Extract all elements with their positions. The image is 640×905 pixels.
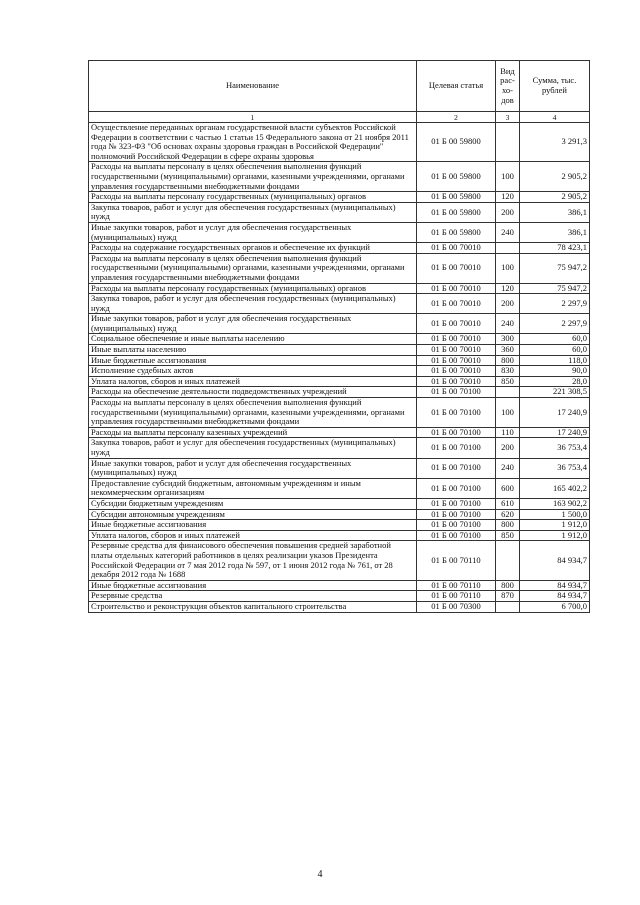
row-name: Иные закупки товаров, работ и услуг для обеспечения государственных (муниципальных) нужд (89, 314, 417, 334)
row-sum: 84 934,7 (520, 541, 590, 580)
table-row (89, 345, 590, 356)
row-name: Субсидии бюджетным учреждениям (89, 498, 417, 509)
row-name: Закупка товаров, работ и услуг для обеспечения государственных (муниципальных) нужд (89, 438, 417, 458)
row-vr: 870 (496, 591, 520, 602)
table-row (89, 376, 590, 387)
row-sum: 165 402,2 (520, 478, 590, 498)
header-sum: Сумма, тыс. рублей (520, 61, 590, 112)
row-code: 01 Б 00 70110 (417, 591, 496, 602)
table-row (89, 427, 590, 438)
row-code: 01 Б 00 59800 (417, 162, 496, 192)
row-vr: 240 (496, 458, 520, 478)
row-vr: 620 (496, 509, 520, 520)
row-code: 01 Б 00 70100 (417, 530, 496, 541)
row-sum: 1 912,0 (520, 530, 590, 541)
row-code: 01 Б 00 70010 (417, 345, 496, 356)
row-name: Расходы на выплаты персоналу государственных (муниципальных) органов (89, 192, 417, 203)
table-row (89, 387, 590, 398)
row-name: Расходы на выплаты персоналу государственных (муниципальных) органов (89, 283, 417, 294)
table-row (89, 202, 590, 222)
row-code: 01 Б 00 70100 (417, 387, 496, 398)
row-vr (496, 123, 520, 162)
row-sum: 163 902,2 (520, 498, 590, 509)
header-name: Наименование (89, 61, 417, 112)
row-code: 01 Б 00 70110 (417, 580, 496, 591)
row-name: Иные закупки товаров, работ и услуг для обеспечения государственных (муниципальных) нужд (89, 222, 417, 242)
row-sum: 84 934,7 (520, 580, 590, 591)
row-name: Иные бюджетные ассигнования (89, 355, 417, 366)
row-name: Расходы на обеспечение деятельности подведомственных учреждений (89, 387, 417, 398)
row-vr: 200 (496, 294, 520, 314)
row-code: 01 Б 00 70010 (417, 334, 496, 345)
row-code: 01 Б 00 70110 (417, 541, 496, 580)
header-num-3: 3 (496, 112, 520, 123)
row-vr: 830 (496, 366, 520, 377)
row-name: Расходы на выплаты персоналу в целях обеспечения выполнения функций государственными (муниципальными) органами, казенными учреждениями, органами управления государственными внебюджетными фондами (89, 398, 417, 428)
row-code: 01 Б 00 70100 (417, 498, 496, 509)
row-name: Иные бюджетные ассигнования (89, 520, 417, 531)
row-vr: 800 (496, 355, 520, 366)
row-vr (496, 243, 520, 254)
table-row (89, 591, 590, 602)
row-vr: 100 (496, 398, 520, 428)
row-name: Резервные средства (89, 591, 417, 602)
row-code: 01 Б 00 70010 (417, 294, 496, 314)
row-vr: 800 (496, 580, 520, 591)
table-row (89, 530, 590, 541)
row-sum: 36 753,4 (520, 458, 590, 478)
row-code: 01 Б 00 70100 (417, 509, 496, 520)
row-name: Иные бюджетные ассигнования (89, 580, 417, 591)
row-vr: 240 (496, 222, 520, 242)
table-row (89, 458, 590, 478)
row-code: 01 Б 00 59800 (417, 202, 496, 222)
header-code: Целевая статья (417, 61, 496, 112)
table-row (89, 601, 590, 612)
row-sum: 84 934,7 (520, 591, 590, 602)
row-name: Уплата налогов, сборов и иных платежей (89, 530, 417, 541)
table-row (89, 243, 590, 254)
table-row (89, 366, 590, 377)
row-sum: 1 500,0 (520, 509, 590, 520)
row-code: 01 Б 00 70010 (417, 314, 496, 334)
row-name: Иные выплаты населению (89, 345, 417, 356)
table-row (89, 478, 590, 498)
row-sum: 28,0 (520, 376, 590, 387)
row-name: Закупка товаров, работ и услуг для обеспечения государственных (муниципальных) нужд (89, 294, 417, 314)
table-row (89, 253, 590, 283)
row-vr: 300 (496, 334, 520, 345)
row-sum: 75 947,2 (520, 283, 590, 294)
table-row (89, 123, 590, 162)
row-vr (496, 541, 520, 580)
row-vr: 110 (496, 427, 520, 438)
row-name: Исполнение судебных актов (89, 366, 417, 377)
header-num-1: 1 (89, 112, 417, 123)
row-sum: 17 240,9 (520, 427, 590, 438)
table-row (89, 283, 590, 294)
row-sum: 118,0 (520, 355, 590, 366)
row-name: Резервные средства для финансового обеспечения повышения средней заработной платы отдельных категорий работников в целях реализации указов Президента Российской Федерации от 7 мая 2012 года № 597, от 1 июня 2012 года № 761, от 28 декабря 2012 года № 1688 (89, 541, 417, 580)
row-vr: 850 (496, 530, 520, 541)
row-sum: 2 297,9 (520, 294, 590, 314)
table-row (89, 192, 590, 203)
header-vr: Вид рас-хо-дов (496, 61, 520, 112)
row-sum: 2 905,2 (520, 192, 590, 203)
table-row (89, 438, 590, 458)
row-sum: 36 753,4 (520, 438, 590, 458)
row-sum: 386,1 (520, 222, 590, 242)
row-sum: 78 423,1 (520, 243, 590, 254)
row-code: 01 Б 00 70300 (417, 601, 496, 612)
row-code: 01 Б 00 70010 (417, 283, 496, 294)
row-vr: 850 (496, 376, 520, 387)
row-name: Уплата налогов, сборов и иных платежей (89, 376, 417, 387)
row-code: 01 Б 00 70100 (417, 438, 496, 458)
row-sum: 1 912,0 (520, 520, 590, 531)
row-sum: 2 297,9 (520, 314, 590, 334)
row-name: Расходы на выплаты персоналу в целях обеспечения выполнения функций государственными (муниципальными) органами, казенными учреждениями, органами управления государственными внебюджетными фондами (89, 162, 417, 192)
table-row (89, 294, 590, 314)
row-code: 01 Б 00 70100 (417, 458, 496, 478)
table-row (89, 222, 590, 242)
row-sum: 90,0 (520, 366, 590, 377)
row-vr: 600 (496, 478, 520, 498)
row-code: 01 Б 00 70100 (417, 520, 496, 531)
budget-table (88, 60, 590, 613)
header-num-2: 2 (417, 112, 496, 123)
row-vr: 120 (496, 283, 520, 294)
budget-table-page (88, 60, 589, 613)
row-code: 01 Б 00 70100 (417, 398, 496, 428)
row-name: Осуществление переданных органам государственной власти субъектов Российской Федерации в соответствии с частью 1 статьи 15 Федерального закона от 21 ноября 2011 года № 323-ФЗ "Об основах охраны здоровья граждан в Российской Федерации" полномочий Российской Федерации в сфере охраны здоровья (89, 123, 417, 162)
row-vr: 200 (496, 438, 520, 458)
row-name: Субсидии автономным учреждениям (89, 509, 417, 520)
table-row (89, 520, 590, 531)
row-vr: 610 (496, 498, 520, 509)
row-code: 01 Б 00 70010 (417, 366, 496, 377)
row-code: 01 Б 00 70100 (417, 478, 496, 498)
table-row (89, 398, 590, 428)
row-code: 01 Б 00 59800 (417, 123, 496, 162)
row-sum: 60,0 (520, 345, 590, 356)
table-row (89, 580, 590, 591)
row-sum: 2 905,2 (520, 162, 590, 192)
row-name: Расходы на выплаты персоналу в целях обеспечения выполнения функций государственными (муниципальными) органами, казенными учреждениями, органами управления государственными внебюджетными фондами (89, 253, 417, 283)
row-sum: 17 240,9 (520, 398, 590, 428)
row-vr: 200 (496, 202, 520, 222)
table-row (89, 162, 590, 192)
row-vr: 100 (496, 162, 520, 192)
row-vr: 360 (496, 345, 520, 356)
row-code: 01 Б 00 59800 (417, 222, 496, 242)
row-vr: 800 (496, 520, 520, 531)
header-num-4: 4 (520, 112, 590, 123)
row-name: Расходы на выплаты персоналу казенных учреждений (89, 427, 417, 438)
table-row (89, 314, 590, 334)
row-vr: 240 (496, 314, 520, 334)
row-sum: 75 947,2 (520, 253, 590, 283)
row-sum: 6 700,0 (520, 601, 590, 612)
row-code: 01 Б 00 70010 (417, 355, 496, 366)
row-vr (496, 601, 520, 612)
row-sum: 60,0 (520, 334, 590, 345)
row-sum: 386,1 (520, 202, 590, 222)
row-name: Иные закупки товаров, работ и услуг для обеспечения государственных (муниципальных) нужд (89, 458, 417, 478)
row-code: 01 Б 00 70010 (417, 253, 496, 283)
row-sum: 3 291,3 (520, 123, 590, 162)
row-name: Предоставление субсидий бюджетным, автономным учреждениям и иным некоммерческим организациям (89, 478, 417, 498)
table-body (89, 123, 590, 613)
row-code: 01 Б 00 70100 (417, 427, 496, 438)
row-name: Расходы на содержание государственных органов и обеспечение их функций (89, 243, 417, 254)
table-row (89, 355, 590, 366)
row-name: Социальное обеспечение и иные выплаты населению (89, 334, 417, 345)
row-code: 01 Б 00 70010 (417, 376, 496, 387)
row-vr: 120 (496, 192, 520, 203)
row-vr (496, 387, 520, 398)
table-row (89, 509, 590, 520)
row-code: 01 Б 00 70010 (417, 243, 496, 254)
table-row (89, 541, 590, 580)
table-row (89, 334, 590, 345)
row-name: Закупка товаров, работ и услуг для обеспечения государственных (муниципальных) нужд (89, 202, 417, 222)
table-row (89, 498, 590, 509)
row-code: 01 Б 00 59800 (417, 192, 496, 203)
row-sum: 221 308,5 (520, 387, 590, 398)
page-number: 4 (317, 869, 323, 880)
row-vr: 100 (496, 253, 520, 283)
row-name: Строительство и реконструкция объектов капитального строительства (89, 601, 417, 612)
